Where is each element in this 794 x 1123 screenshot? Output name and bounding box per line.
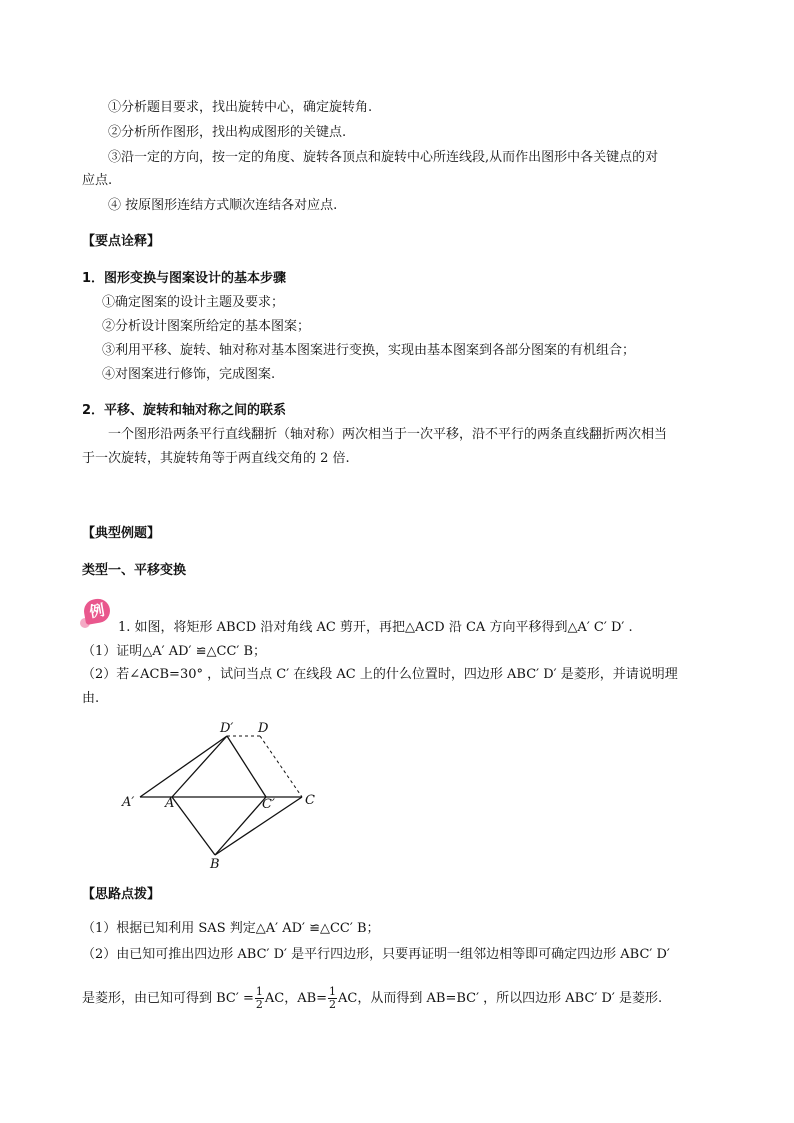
key-point-1-item-3: ③利用平移、旋转、轴对称对基本图案进行变换，实现由基本图案到各部分图案的有机组合； bbox=[102, 343, 636, 358]
fraction-half-1 bbox=[255, 986, 264, 1011]
hint-line-3 bbox=[82, 984, 662, 1014]
key-point-2-title: 2．平移、旋转和轴对称之间的联系 bbox=[82, 403, 287, 418]
example-badge: 例 bbox=[82, 597, 112, 625]
label-a-prime: A′ bbox=[122, 795, 135, 810]
step-3-line-1: ③沿一定的方向，按一定的角度、旋转各顶点和旋转中心所连线段,从而作出图形中各关键点的对 bbox=[108, 150, 659, 165]
key-points-heading: 【要点诠释】 bbox=[82, 234, 161, 249]
question-1-part-2-line-1: （2）若∠ACB=30° ，试问当点 C′ 在线段 AC 上的什么位置时，四边形 ABC′ D′ 是菱形，并请说明理 bbox=[82, 667, 678, 682]
hint-line-2: （2）由已知可推出四边形 ABC′ D′ 是平行四边形，只要再证明一组邻边相等即可确定四边形 ABC′ D′ bbox=[82, 947, 670, 962]
fraction-2-denominator: 2 bbox=[329, 998, 337, 1011]
fraction-2-numerator: 1 bbox=[329, 985, 337, 998]
examples-heading: 【典型例题】 bbox=[82, 526, 161, 541]
hint-line-1: （1）根据已知利用 SAS 判定△A′ AD′ ≌△CC′ B； bbox=[82, 921, 380, 936]
hint-heading: 【思路点拨】 bbox=[82, 887, 161, 902]
label-d: D bbox=[258, 721, 269, 736]
fraction-1-numerator: 1 bbox=[255, 985, 263, 998]
key-point-1-title: 1．图形变换与图案设计的基本步骤 bbox=[82, 271, 287, 286]
key-point-2-para-line-2: 于一次旋转，其旋转角等于两直线交角的 2 倍. bbox=[82, 451, 350, 466]
step-2: ②分析所作图形，找出构成图形的关键点. bbox=[108, 125, 347, 140]
line-a1-d1 bbox=[140, 736, 227, 797]
question-1-part-1: （1）证明△A′ AD′ ≌△CC′ B； bbox=[82, 644, 267, 659]
line-d1-c1 bbox=[227, 736, 266, 797]
type-1-title: 类型一、平移变换 bbox=[82, 563, 187, 578]
step-3-line-2: 应点. bbox=[82, 173, 113, 188]
question-1: 1. 如图，将矩形 ABCD 沿对角线 AC 剪开，再把△ACD 沿 CA 方向平移得到△A′ C′ D′ . bbox=[118, 620, 633, 635]
label-c: C bbox=[305, 793, 315, 808]
fraction-1-denominator: 2 bbox=[255, 998, 263, 1011]
step-1: ①分析题目要求，找出旋转中心，确定旋转角. bbox=[108, 100, 373, 115]
fraction-half-2 bbox=[328, 986, 337, 1011]
key-point-1-item-4: ④对图案进行修饰，完成图案. bbox=[102, 367, 276, 382]
question-1-part-2-line-2: 由. bbox=[82, 691, 100, 706]
hint-line-3-mid: AC，AB= bbox=[264, 991, 328, 1006]
key-point-1-item-1: ①确定图案的设计主题及要求； bbox=[102, 295, 285, 310]
geometry-figure bbox=[110, 715, 330, 875]
line-a-d1 bbox=[172, 736, 227, 797]
hint-line-3-post: AC，从而得到 AB=BC′ ，所以四边形 ABC′ D′ 是菱形. bbox=[338, 991, 663, 1006]
label-b: B bbox=[210, 857, 220, 872]
label-a: A bbox=[165, 796, 175, 811]
line-a-b bbox=[172, 797, 215, 855]
label-c-prime: C′ bbox=[262, 797, 275, 812]
hint-line-3-pre: 是菱形，由已知可得到 BC′ = bbox=[82, 991, 254, 1006]
key-point-1-item-2: ②分析设计图案所给定的基本图案； bbox=[102, 319, 311, 334]
step-4: ④ 按原图形连结方式顺次连结各对应点. bbox=[108, 198, 338, 213]
key-point-2-para-line-1: 一个图形沿两条平行直线翻折（轴对称）两次相当于一次平移，沿不平行的两条直线翻折两次相当 bbox=[108, 427, 668, 442]
label-d-prime: D′ bbox=[220, 721, 234, 736]
dashed-d-c bbox=[260, 736, 302, 797]
